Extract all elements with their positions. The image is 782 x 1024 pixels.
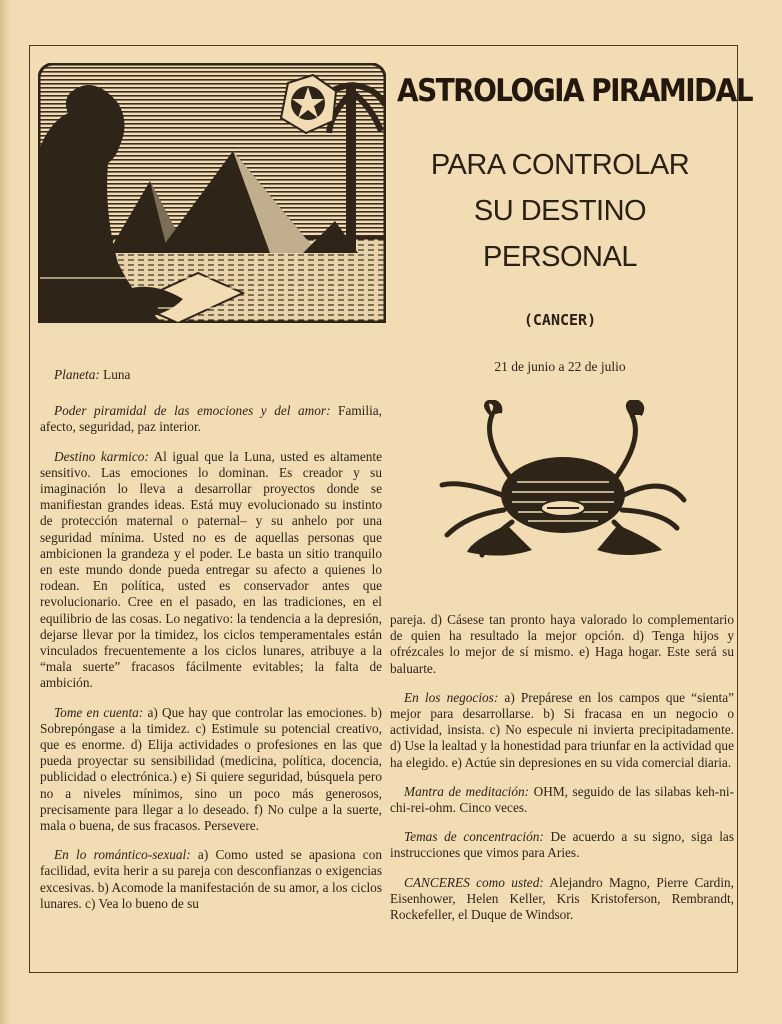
page-edge [0, 0, 10, 1024]
canceres-paragraph [390, 875, 734, 924]
tome-label: Tome en cuenta: [54, 704, 144, 720]
mantra-text: OHM, seguido de las silabas keh-ni-chi-rei-ohm. Cinco veces. [390, 783, 734, 816]
planeta-value: Luna [99, 367, 131, 382]
mantra-paragraph [390, 784, 734, 816]
left-column [40, 367, 382, 925]
article-title: ASTROLOGIA PIRAMIDAL [397, 72, 752, 109]
temas-label: Temas de concentración: [404, 829, 544, 845]
planeta-paragraph [54, 367, 382, 383]
canceres-label: CANCERES como usted: [404, 874, 544, 890]
poder-text: Familia, afecto, seguridad, paz interior. [40, 403, 382, 435]
poder-paragraph [40, 403, 382, 435]
negocios-paragraph [390, 690, 734, 771]
temas-paragraph [390, 829, 734, 861]
romantico-paragraph [40, 847, 382, 912]
negocios-text: a) Prepárese en los campos que “sienta” mejor para desarrollarse. b) Si fracasa en un negocio o actividad, insista. c) No especule ni invierta precipitadamente. d) Use la lealtad y la honestidad para triunfar en la actividad que ha elegido. e) Actúe sin depresiones en su vida comercial diaria. [390, 689, 735, 770]
zodiac-sign-label: (CANCER) [523, 311, 597, 329]
poder-label: Poder piramidal de las emociones y del amor: [54, 403, 331, 419]
mantra-label: Mantra de meditación: [404, 783, 530, 799]
subtitle-line: PARA CONTROLAR [430, 149, 690, 181]
tome-paragraph [40, 705, 382, 835]
negocios-label: En los negocios: [404, 689, 499, 705]
subtitle-line: PERSONAL [483, 241, 637, 273]
sign-dates: 21 de junio a 22 de julio [494, 359, 626, 374]
planeta-label: Planeta: [54, 367, 100, 382]
romantico-label: En lo romántico-sexual: [54, 847, 191, 863]
temas-text: De acuerdo a su signo, siga las instrucciones que vimos para Aries. [390, 829, 734, 861]
destino-label: Destino karmico: [54, 448, 149, 464]
romantico-text: a) Como usted se apasiona con facilidad, evita herir a su pareja con desconfianzas o exigencias excesivas. b) Acomode la manifestación de su amor, a los ciclos lunares. c) Vea lo bueno de su [40, 847, 382, 911]
destino-paragraph [40, 449, 382, 692]
tome-text: a) Que hay que controlar las emociones. b) Sobrepóngase a la timidez. c) Estimule su potencial creativo, que es enorme. d) Elija actividades o profesiones en las que pueda proyectar su sensibilidad (medicina, política, docencia, publicidad o electrónica.) e) Si quiere seguridad, búsquela pero no a niveles mínimos, sino un poco más generosos, precisamente para llegar a lo deseado. f) No culpe a la suerte, mala o buena, de sus fracasos. Persevere. [40, 704, 382, 834]
subtitle-line: SU DESTINO [473, 195, 647, 227]
canceres-text: Alejandro Magno, Pierre Cardin, Eisenhower, Helen Keller, Kris Kristoferson, Rembrandt, Rockefeller, el Duque de Windsor. [390, 874, 734, 923]
pyramids-illustration [38, 63, 386, 323]
right-column [390, 612, 734, 936]
crab-icon [432, 400, 694, 565]
article-subtitle [400, 142, 720, 280]
destino-text: Al igual que la Luna, usted es altamente sensitivo. Las emociones lo dominan. Es creador y su imaginación lo lleva a desarrollar proyectos donde se manifiestan grandes ideas. Está muy evolucionado su instinto de protección maternal o paternal– y su anhelo por una seguridad mínima. Usted no es de aquellas personas que ambicionen la grandeza y el poder. Le basta un sitio tranquilo en este mundo donde pueda entregar su afecto a quienes lo rodean. En política, usted es conservador antes que revolucionario. Cree en el pasado, en las tradiciones, en el equilibrio de las cosas. Lo negativo: la tendencia a la depresión, dejarse llevar por la timidez, los ciclos temperamentales están vinculados frecuentemente a los ciclos lunares, atribuye a la “mala suerte” fracasos fácilmente evitables; la falta de ambición. [40, 448, 382, 691]
romantico-continuation: pareja. d) Cásese tan pronto haya valorado lo complementario de quien ha resultado la mejor opción. d) Tenga hijos y ofrézcales lo mejor de sí mismo. e) Haga hogar. Este será su baluarte. [390, 612, 734, 676]
